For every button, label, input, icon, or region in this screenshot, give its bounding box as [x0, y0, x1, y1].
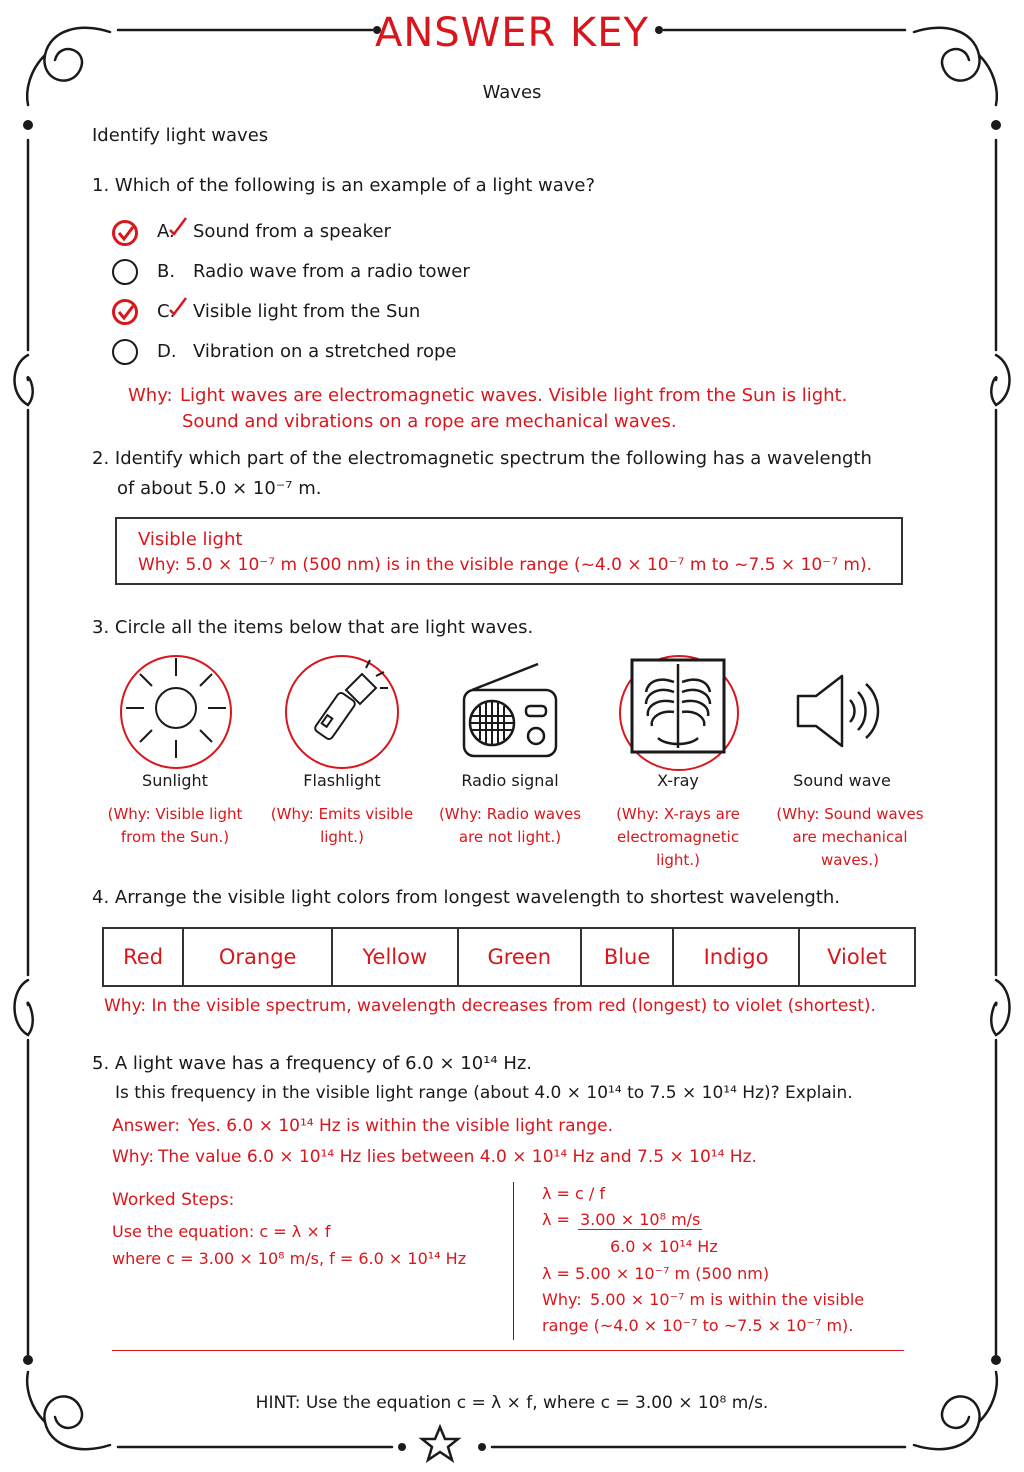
speaker-icon [792, 666, 892, 756]
color-cell: Yellow [332, 928, 457, 986]
page-title: ANSWER KEY [375, 10, 649, 56]
checkmark-icon [166, 214, 190, 238]
sunlight-label: Sunlight [142, 771, 208, 790]
calc-line-5: range (~4.0 × 10⁻⁷ to ~7.5 × 10⁻⁷ m). [542, 1316, 854, 1335]
section-divider [112, 1350, 904, 1351]
calc-line-1: λ = c / f [542, 1184, 606, 1203]
option-a-letter: A. [157, 221, 175, 242]
radio-signal-label: Radio signal [461, 771, 559, 790]
calc-why-label: Why: [542, 1290, 582, 1309]
checkmark-icon [112, 220, 140, 248]
option-c-letter: C. [157, 301, 176, 322]
calc-line-2-prefix: λ = [542, 1210, 570, 1229]
worked-step-1: Use the equation: c = λ × f [112, 1222, 331, 1241]
option-d-text: Vibration on a stretched rope [193, 341, 457, 362]
checkmark-icon [166, 294, 190, 318]
sunlight-why: (Why: Visible light from the Sun.) [107, 805, 243, 846]
q2-question-line2: of about 5.0 × 10⁻⁷ m. [117, 478, 322, 499]
checkmark-icon [112, 299, 140, 327]
q5-answer-label: Answer: [112, 1116, 181, 1136]
flashlight-label: Flashlight [303, 771, 381, 790]
q4-question: 4. Arrange the visible light colors from longest wavelength to shortest wavelength. [92, 887, 841, 908]
color-cell: Red [103, 928, 183, 986]
option-b-text: Radio wave from a radio tower [193, 261, 470, 282]
q2-question-line1: 2. Identify which part of the electromagnetic spectrum the following has a wavelength [92, 448, 872, 469]
q5-question-line1: 5. A light wave has a frequency of 6.0 × 10¹⁴ Hz. [92, 1053, 533, 1074]
q3-question: 3. Circle all the items below that are light waves. [92, 617, 534, 638]
option-d-radio[interactable] [112, 339, 138, 365]
sound-wave-label: Sound wave [793, 771, 891, 790]
q5-answer: Yes. 6.0 × 10¹⁴ Hz is within the visible light range. [188, 1116, 614, 1136]
flashlight-why: (Why: Emits visible light.) [270, 805, 414, 846]
color-cell: Violet [799, 928, 915, 986]
color-cell: Green [458, 928, 581, 986]
hint-text: HINT: Use the equation c = λ × f, where c = 3.00 × 10⁸ m/s. [255, 1393, 769, 1413]
color-order-table [102, 927, 916, 987]
color-cell: Orange [183, 928, 332, 986]
q1-why-label: Why: [128, 385, 173, 406]
q1-question: 1. Which of the following is an example of a light wave? [92, 175, 596, 196]
xray-icon [618, 654, 740, 772]
option-d-letter: D. [157, 341, 177, 362]
q2-why: Why: 5.0 × 10⁻⁷ m (500 nm) is in the visible range (~4.0 × 10⁻⁷ m to ~7.5 × 10⁻⁷ m). [138, 555, 873, 575]
option-b-radio[interactable] [112, 259, 138, 285]
worked-steps-title: Worked Steps: [112, 1190, 235, 1210]
xray-why: (Why: X-rays are electromagnetic light.) [616, 805, 740, 869]
calc-denominator: 6.0 × 10¹⁴ Hz [610, 1237, 718, 1256]
worksheet-subject: Waves [482, 82, 542, 103]
q5-why-label: Why: [112, 1147, 155, 1167]
q2-answer: Visible light [138, 529, 243, 550]
section-title: Identify light waves [92, 125, 269, 146]
color-cell: Blue [581, 928, 673, 986]
calc-line-4: 5.00 × 10⁻⁷ m is within the visible [590, 1290, 865, 1309]
calc-line-3: λ = 5.00 × 10⁻⁷ m (500 nm) [542, 1264, 770, 1283]
xray-label: X-ray [657, 771, 699, 790]
flashlight-icon [284, 654, 404, 770]
color-cell: Indigo [673, 928, 799, 986]
q1-why-line2: Sound and vibrations on a rope are mechanical waves. [182, 411, 677, 432]
q5-why: The value 6.0 × 10¹⁴ Hz lies between 4.0 × 10¹⁴ Hz and 7.5 × 10¹⁴ Hz. [158, 1147, 757, 1167]
sun-icon [118, 654, 234, 770]
option-b-letter: B. [157, 261, 176, 282]
q4-why: Why: In the visible spectrum, wavelength decreases from red (longest) to violet (shortest). [104, 996, 876, 1016]
sound-wave-why: (Why: Sound waves are mechanical waves.) [776, 805, 924, 869]
radio-signal-why: (Why: Radio waves are not light.) [438, 805, 582, 846]
q1-why-line1: Light waves are electromagnetic waves. Visible light from the Sun is light. [180, 385, 848, 406]
q5-question-line2: Is this frequency in the visible light range (about 4.0 × 10¹⁴ to 7.5 × 10¹⁴ Hz)? Explain. [115, 1083, 853, 1103]
worked-step-2: where c = 3.00 × 10⁸ m/s, f = 6.0 × 10¹⁴ Hz [112, 1249, 467, 1268]
radio-icon [458, 660, 562, 764]
option-c-text: Visible light from the Sun [193, 301, 421, 322]
column-divider [513, 1182, 514, 1340]
calc-numerator: 3.00 × 10⁸ m/s [580, 1210, 701, 1229]
option-a-text: Sound from a speaker [193, 221, 391, 242]
